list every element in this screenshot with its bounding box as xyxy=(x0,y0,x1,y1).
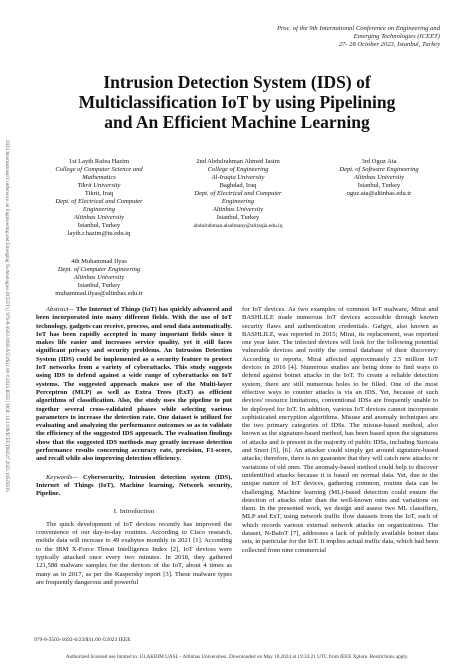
right-column xyxy=(242,306,438,555)
author-affiliation: Altinbas University xyxy=(212,206,264,213)
author-block-2 xyxy=(166,158,310,230)
author-affiliation: Dept. of Electrical and Computer xyxy=(55,198,143,205)
author-affiliation: Engineering xyxy=(221,198,255,205)
author-location: Baghdad, Iraq xyxy=(219,182,257,189)
author-affiliation: Altinbas University xyxy=(73,274,125,281)
license-footer: Authorized licensed use limited to: ULAKBIM UASL - Altinbas Universitesi. Downloaded on May 18,2024 at 19:33:21 UTC from IEEE Xplore. Restrictions apply. xyxy=(65,654,409,660)
proceedings-line: Emerging Technologies (ICEET) xyxy=(353,33,440,40)
author-affiliation: Dept. of Electrical and Computer xyxy=(194,190,282,197)
title-line: and An Efficient Machine Learning xyxy=(104,112,370,132)
author-affiliation: Dept. of Software Engineering xyxy=(339,166,419,173)
author-email: layth.r.hazim@tu.edu.iq xyxy=(67,230,131,237)
author-affiliation: Engineering xyxy=(82,206,116,213)
author-email: abdulrahman.alsalmany@aliraqia.edu.iq xyxy=(193,223,283,229)
author-affiliation: Dept. of Computer Engineering xyxy=(57,266,141,273)
author-affiliation: College of Computer Science and xyxy=(55,166,143,173)
author-affiliation: Tikrit University xyxy=(77,182,121,189)
title-line: Multiclassification IoT by using Pipelining xyxy=(78,92,396,112)
author-affiliation: Altinbas University xyxy=(73,214,125,221)
author-name: 3rd Oguz Ata xyxy=(361,158,397,165)
author-email: muhammad.ilyas@altinbas.edu.tr xyxy=(55,290,143,297)
author-location: Istanbul, Turkey xyxy=(77,222,121,229)
author-block-4 xyxy=(30,258,168,298)
left-column xyxy=(36,306,232,587)
author-block-3 xyxy=(316,158,442,198)
abstract-text: The Internet of Things (IoT) has quickly advanced and been incorporated into many different fields. With the use of IoT technology, gadgets can receive, process, and send data automatically. IoT has been rapidly accepted in many important fields since it makes life easier and increases service quality, yet it still faces significant privacy and security problems. An Intrusion Detection System (IDS) could be implemented as a security feature to protect IoT networks from a variety of cyberattacks. This study suggests using IDS to defend against a wide range of cyberattacks on IoT systems. The suggested approach makes use of the Multi-layer Perceptron (MLP) as well as Extra Trees (ExT) as efficient algorithms of classification. Also, the study uses the pipeline to put together several cross-validated phases while selecting various parameters to increase the detection rate. One dataset is utilized for evaluating and analyzing the performance outcomes so as to validate the efficiency of the suggested IDS approach. The evaluation findings show that the suggested IDS methods may greatly increase detection performance results concerning accuracy rate, precision, F1-score, and recall while also improving detection efficiency. xyxy=(36,306,232,463)
abstract-lead: Abstract— xyxy=(46,306,75,313)
keywords-text: Cybersecurity, Intrusion detection system (IDS), Internet of Things (IoT), Machine learning, Network security, Pipeline. xyxy=(36,473,232,498)
author-affiliation: College of Engineering xyxy=(207,166,269,173)
proceedings-header xyxy=(210,25,440,49)
author-location: Istanbul, Turkey xyxy=(357,182,401,189)
title-line: Intrusion Detection System (IDS) of xyxy=(103,72,371,92)
right-column-paragraph: for IoT devices. As two examples of common IoT malware, Mirai and BASHLILE made numerous IoT devices accessible through known security flaws and authentication credentials. Gafgyt, also known as BASHLILE, was reported in 2015; Mirai, its replacement, was reported one year later. The infected devices will look for the following potential vulnerable devices and notify the central database of their discovery: According to reports, Mirai affected approximately 2.5 million IoT devices in 2016 [4]. Numerous studies are being done to find ways to defend against botnet attacks in the IoT. To create a reliable detection system, there are still numerous holes to be filled. One of the most effective ways to counter attacks is via an IDS. Yet, because of such devices' resource limitations, conventional IDSs are frequently unable to be deployed for IoT. In addition, various IoT devices cannot incorporate sophisticated encryption algorithms. Misuse and anomaly techniques are the two primary categories of IDSs. The misuse-based method, also known as the signature-based method, has been based upon the signatures of attacks and is present in the majority of public IDSs, including Suricata and Snort [5], [6]. An attacker could simply get around signature-based attacks; therefore, there is no guarantee that they will catch new attacks or variations of old ones. The anomaly-based method could help to discover unidentified attacks because it is based on normal data. Yet, due to the unique nature of IoT devices, gathering common, routine data can be challenging. Machine learning (ML)-based detection could ensure the detection of attacks other than the well-known ones and variations on them. In the presented work, we design and assess two ML classifiers, MLP and ExT, using network traffic flow datasets from the IoT, each of which records various external network attacks on organizations. The dataset, N-BaIoT [7], addresses a lack of publicly available botnet data sets, in particular for the IoT. It implies actual traffic data, which had been collected from nine commercial xyxy=(242,306,438,554)
doi-sidebar xyxy=(2,140,10,560)
author-affiliation: Al-Iraqia University xyxy=(211,174,265,181)
author-block-1 xyxy=(30,158,168,238)
keywords-lead: Keywords— xyxy=(46,473,78,481)
author-name: 1st Layth Rafea Hazim xyxy=(68,158,130,165)
author-affiliation: Altinbas University xyxy=(353,174,405,181)
copyright-line: 979-8-3503-1692-6/23/$31.00 ©2023 IEEE xyxy=(34,637,131,643)
author-location: Istanbul, Turkey xyxy=(77,282,121,289)
keywords xyxy=(36,474,232,499)
author-affiliation: Mathematics xyxy=(82,174,116,181)
author-location: Tikrit, Iraq xyxy=(84,190,114,197)
paper-title xyxy=(34,72,440,132)
author-location: Istanbul, Turkey xyxy=(216,214,260,221)
author-email: oguz.ata@altinbas.edu.tr xyxy=(346,190,412,197)
section-heading-introduction: I. Introduction xyxy=(113,507,155,515)
author-name: 4th Muhammad Ilyas xyxy=(71,258,127,265)
abstract xyxy=(36,306,232,464)
proceedings-line: 27- 28 October 2023, Istanbul, Turkey xyxy=(338,41,440,48)
author-name: 2nd Abdulrahman Ahmed Jasim xyxy=(196,158,280,165)
introduction-paragraph: The quick development of IoT devices recently has improved the convenience of our day-to-day routines. According to Cisco research, mobile data will increase to 49 exabytes monthly in 2021 [1]. According to the IBM X-Force Threat Intelligence Index [2], IoT devices were typically attacked once every two minutes. In 2018, they gathered 121,588 malware samples for the devices of the IoT, about 4 times as many as in 2017, as per the Kaspersky report [3]. These malware types are frequently dangerous and powerful xyxy=(36,520,232,586)
proceedings-line: Proc. of the 9th International Conference on Engineering and xyxy=(276,25,440,32)
doi-sidebar-text: 2023 International Conference on Engineering and Emerging Technologies (ICEET) | 979-8-3503-1692-6/23/$31.00 ©2023 IEEE | DOI: 10.1109/ICEET60227.2023.10525915 xyxy=(4,140,9,492)
